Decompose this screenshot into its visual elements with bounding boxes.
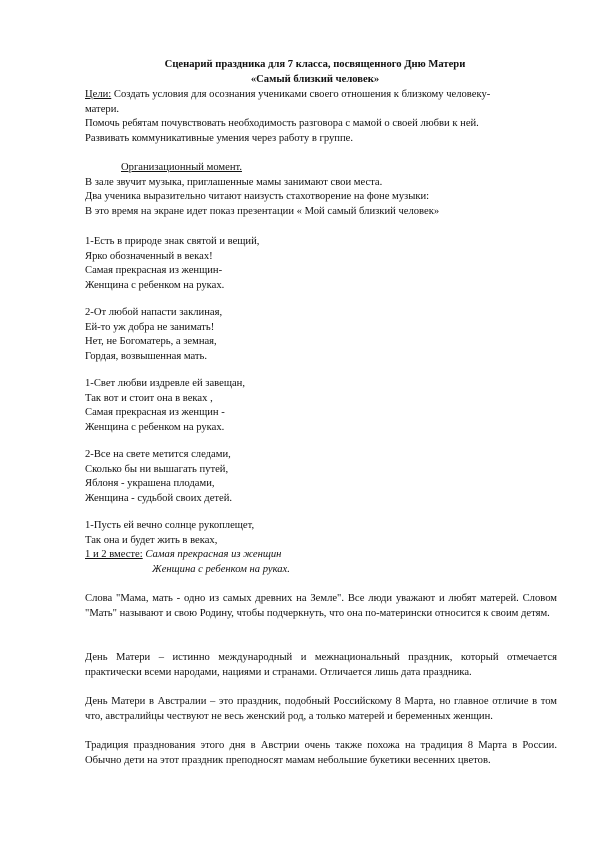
together-label: 1 и 2 вместе: [85,549,143,561]
poem-line: 2-Все на свете метится следами, [85,449,231,460]
poem-line: Ей-то уж добра не занимать! [85,321,215,333]
org-section [85,161,557,219]
poem-line: Сколько бы ни вышагать путей, [85,463,229,475]
poem-line: Гордая, возвышенная мать. [85,350,208,362]
poem-line: Так она и будет жить в веках, [85,534,218,546]
poem-line: 2-От любой напасти заклиная, [85,307,223,318]
goals-text-3: Помочь ребятам почувствовать необходимость разговора с мамой о своей любви к ней. [85,118,479,130]
poem-line: 1-Есть в природе знак святой и вещий, [85,236,260,247]
org-text-3: В это время на экране идет показ презентации « Мой самый близкий человек» [85,205,440,217]
poem-line: Женщина с ребенком на руках. [85,421,225,433]
paragraph: День Матери – истинно международный и межнациональный праздник, который отмечается практически всеми народами, нациями и странами. Отличается лишь дата праздника. [85,652,557,678]
stanza [85,235,557,293]
stanza [85,448,557,506]
stanza [85,519,557,577]
document-title: Сценарий праздника для 7 класса, посвященного Дню Матери [164,59,466,70]
goals-text-2: матери. [85,103,120,115]
document-subtitle: «Самый близкий человек» [250,74,380,85]
poem-line: Нет, не Богоматерь, а земная, [85,336,217,348]
org-heading: Организационный момент. [121,162,242,173]
poem-line: Женщина с ребенком на руках. [85,279,225,291]
goals-text-1: Создать условия для осознания учениками своего отношения к близкому человеку- [111,89,491,100]
paragraph: Традиция празднования этого дня в Австрии очень также похожа на традиция 8 Марта в России. Обычно дети на этот праздник преподносят мамам небольшие букетики весенних цветов. [85,740,557,766]
poem-line: Самая прекрасная из женщин [142,549,282,561]
org-text-1: В зале звучит музыка, приглашенные мамы занимают свои места. [85,176,383,188]
poem-line: 1-Пусть ей вечно солнце рукоплещет, [85,520,255,531]
poem-line: Женщина с ребенком на руках. [152,563,290,575]
poem-line: Женщина - судьбой своих детей. [85,492,233,504]
goals-text-4: Развивать коммуникативные умения через работу в группе. [85,132,353,144]
goals-label: Цели: [85,89,112,100]
stanza [85,377,557,435]
poem-line: 1-Свет любви издревле ей завещан, [85,378,245,389]
poem-line: Так вот и стоит она в веках , [85,392,213,404]
paragraph: Слова "Мама, мать - одно из самых древних на Земле". Все люди уважают и любят матерей. Словом "Мать" называют и свою Родину, чтобы подчеркнуть, что она по-матерински относится к своим детям. [85,593,557,619]
stanza [85,306,557,364]
goals-section [85,88,557,146]
poem-line: Самая прекрасная из женщин - [85,407,225,419]
org-text-2: Два ученика выразительно читают наизусть стахотворение на фоне музыки: [85,191,430,203]
paragraph: День Матери в Австралии – это праздник, подобный Российскому 8 Марта, но главное отличие в том что, австралийцы чествуют не весь женский род, а только матерей и беременных женщин. [85,696,557,722]
poem-line: Самая прекрасная из женщин- [85,265,223,277]
poem-line: Ярко обозначенный в веках! [85,250,213,262]
poem-line: Яблоня - украшена плодами, [85,478,215,490]
